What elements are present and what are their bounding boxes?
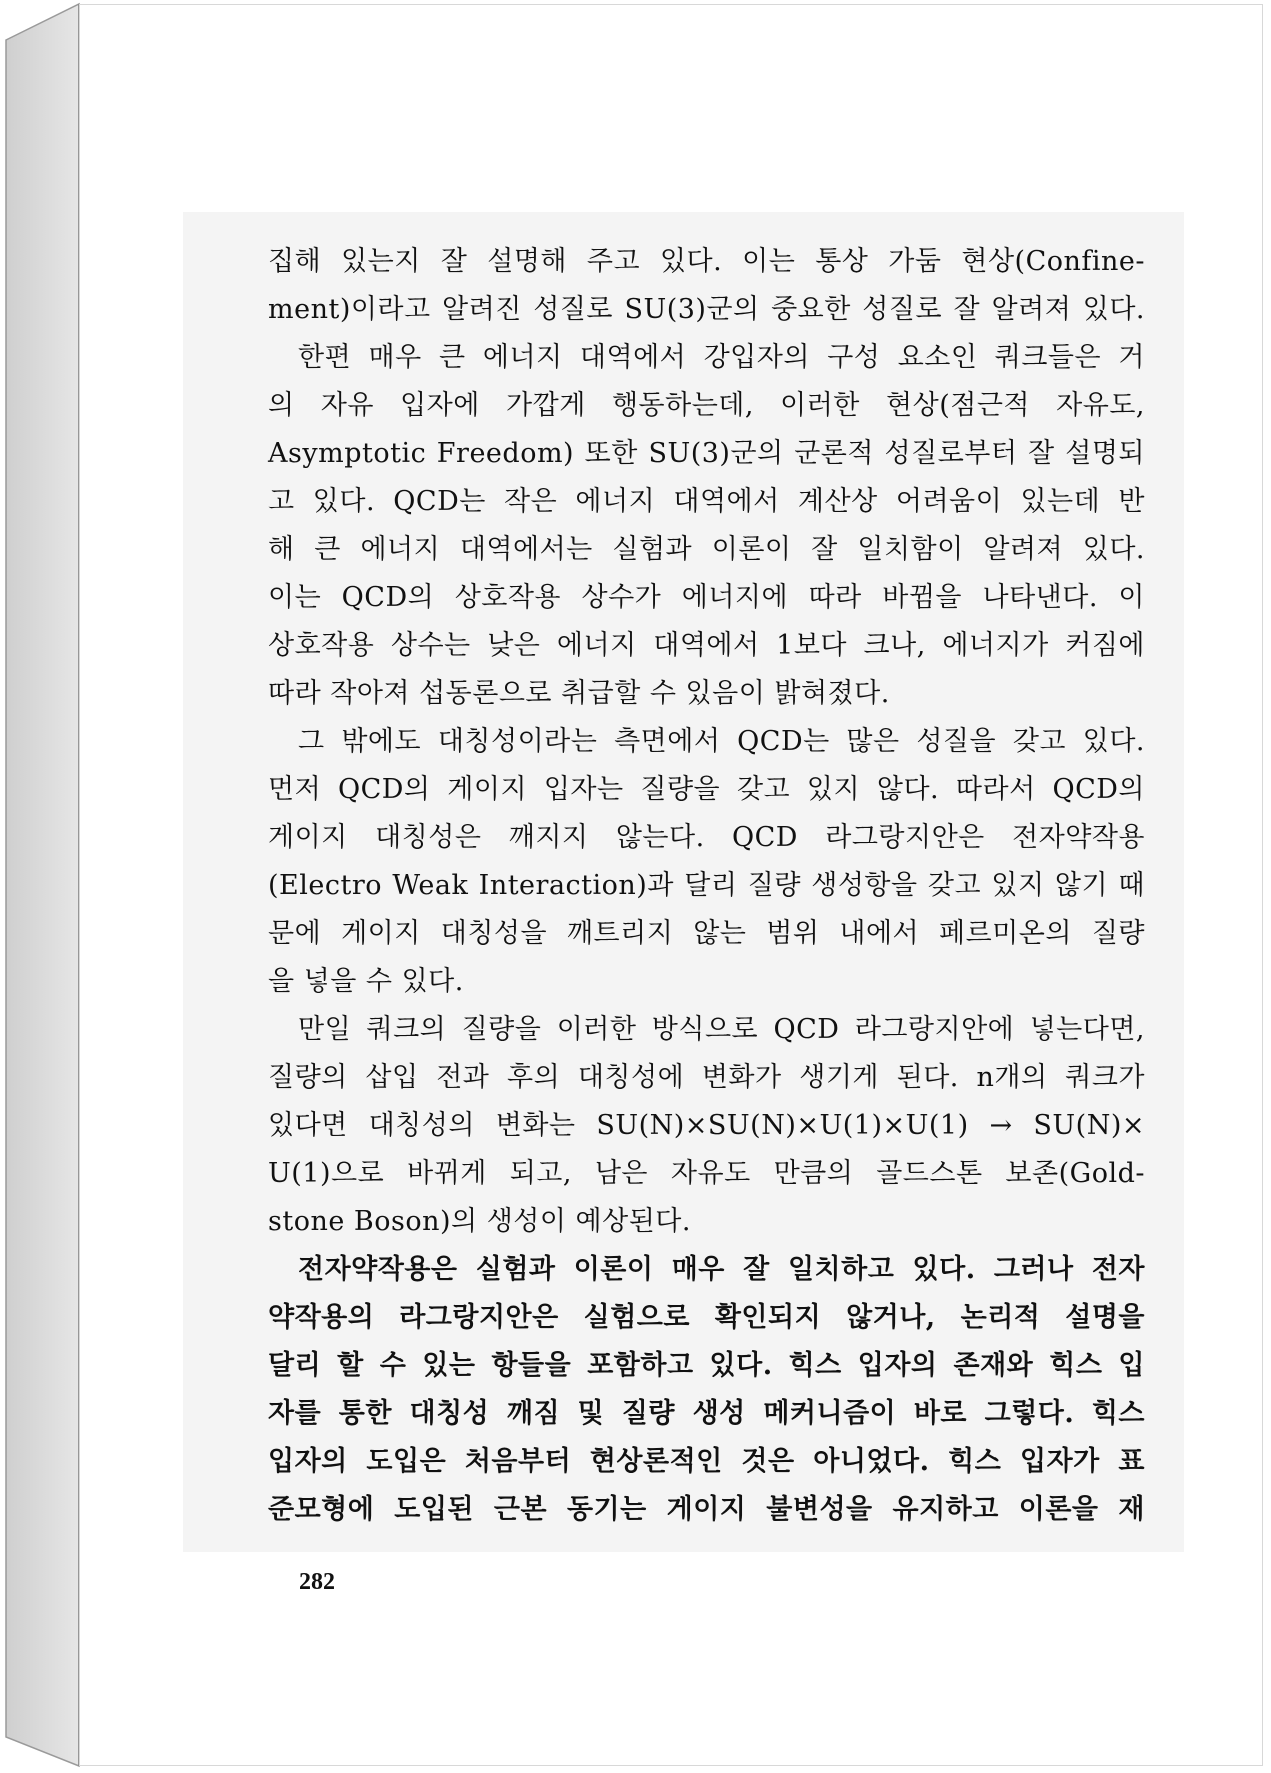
text-line: 해 큰 에너지 대역에서는 실험과 이론이 잘 일치함이 알려져 있다. (268, 534, 1145, 565)
text-line: 입자의 도입은 처음부터 현상론적인 것은 아니었다. 힉스 입자가 표 (268, 1446, 1145, 1477)
text-line: 전자약작용은 실험과 이론이 매우 잘 일치하고 있다. 그러나 전자 (298, 1254, 1145, 1285)
text-line: (Electro Weak Interaction)과 달리 질량 생성항을 갖고 있지 않기 때 (268, 870, 1145, 901)
text-line: 게이지 대칭성은 깨지지 않는다. QCD 라그랑지안은 전자약작용 (268, 822, 1145, 853)
text-line: 그 밖에도 대칭성이라는 측면에서 QCD는 많은 성질을 갖고 있다. (298, 726, 1145, 757)
text-line: 의 자유 입자에 가깝게 행동하는데, 이러한 현상(점근적 자유도, (268, 390, 1145, 421)
text-line: 약작용의 라그랑지안은 실험으로 확인되지 않거나, 논리적 설명을 (268, 1302, 1145, 1333)
text-line: 만일 쿼크의 질량을 이러한 방식으로 QCD 라그랑지안에 넣는다면, (298, 1014, 1145, 1045)
text-line: 상호작용 상수는 낮은 에너지 대역에서 1보다 크나, 에너지가 커짐에 (268, 630, 1145, 661)
page-number: 282 (299, 1569, 335, 1595)
text-line: 문에 게이지 대칭성을 깨트리지 않는 범위 내에서 페르미온의 질량 (268, 918, 1145, 949)
text-line: 준모형에 도입된 근본 동기는 게이지 불변성을 유지하고 이론을 재 (268, 1494, 1145, 1525)
page-body-text (268, 238, 1145, 1534)
text-line: 을 넣을 수 있다. (268, 966, 464, 997)
text-line: 있다면 대칭성의 변화는 SU(N)×SU(N)×U(1)×U(1) → SU(N)× (268, 1110, 1145, 1141)
text-line: Asymptotic Freedom) 또한 SU(3)군의 군론적 성질로부터 잘 설명되 (268, 438, 1145, 469)
text-line: 고 있다. QCD는 작은 에너지 대역에서 계산상 어려움이 있는데 반 (268, 486, 1145, 517)
text-line: 한편 매우 큰 에너지 대역에서 강입자의 구성 요소인 쿼크들은 거 (298, 342, 1145, 373)
text-line: U(1)으로 바뀌게 되고, 남은 자유도 만큼의 골드스톤 보존(Gold- (268, 1158, 1145, 1189)
text-line: stone Boson)의 생성이 예상된다. (268, 1206, 691, 1237)
text-line: ment)이라고 알려진 성질로 SU(3)군의 중요한 성질로 잘 알려져 있다. (268, 294, 1145, 325)
text-line: 자를 통한 대칭성 깨짐 및 질량 생성 메커니즘이 바로 그렇다. 힉스 (268, 1398, 1145, 1429)
text-line: 달리 할 수 있는 항들을 포함하고 있다. 힉스 입자의 존재와 힉스 입 (268, 1350, 1145, 1381)
text-line: 이는 QCD의 상호작용 상수가 에너지에 따라 바뀜을 나타낸다. 이 (268, 582, 1145, 613)
text-line: 먼저 QCD의 게이지 입자는 질량을 갖고 있지 않다. 따라서 QCD의 (268, 774, 1145, 805)
text-line: 집해 있는지 잘 설명해 주고 있다. 이는 통상 가둠 현상(Confine- (268, 246, 1145, 277)
text-line: 질량의 삽입 전과 후의 대칭성에 변화가 생기게 된다. n개의 쿼크가 (268, 1062, 1145, 1093)
text-line: 따라 작아져 섭동론으로 취급할 수 있음이 밝혀졌다. (268, 678, 890, 709)
